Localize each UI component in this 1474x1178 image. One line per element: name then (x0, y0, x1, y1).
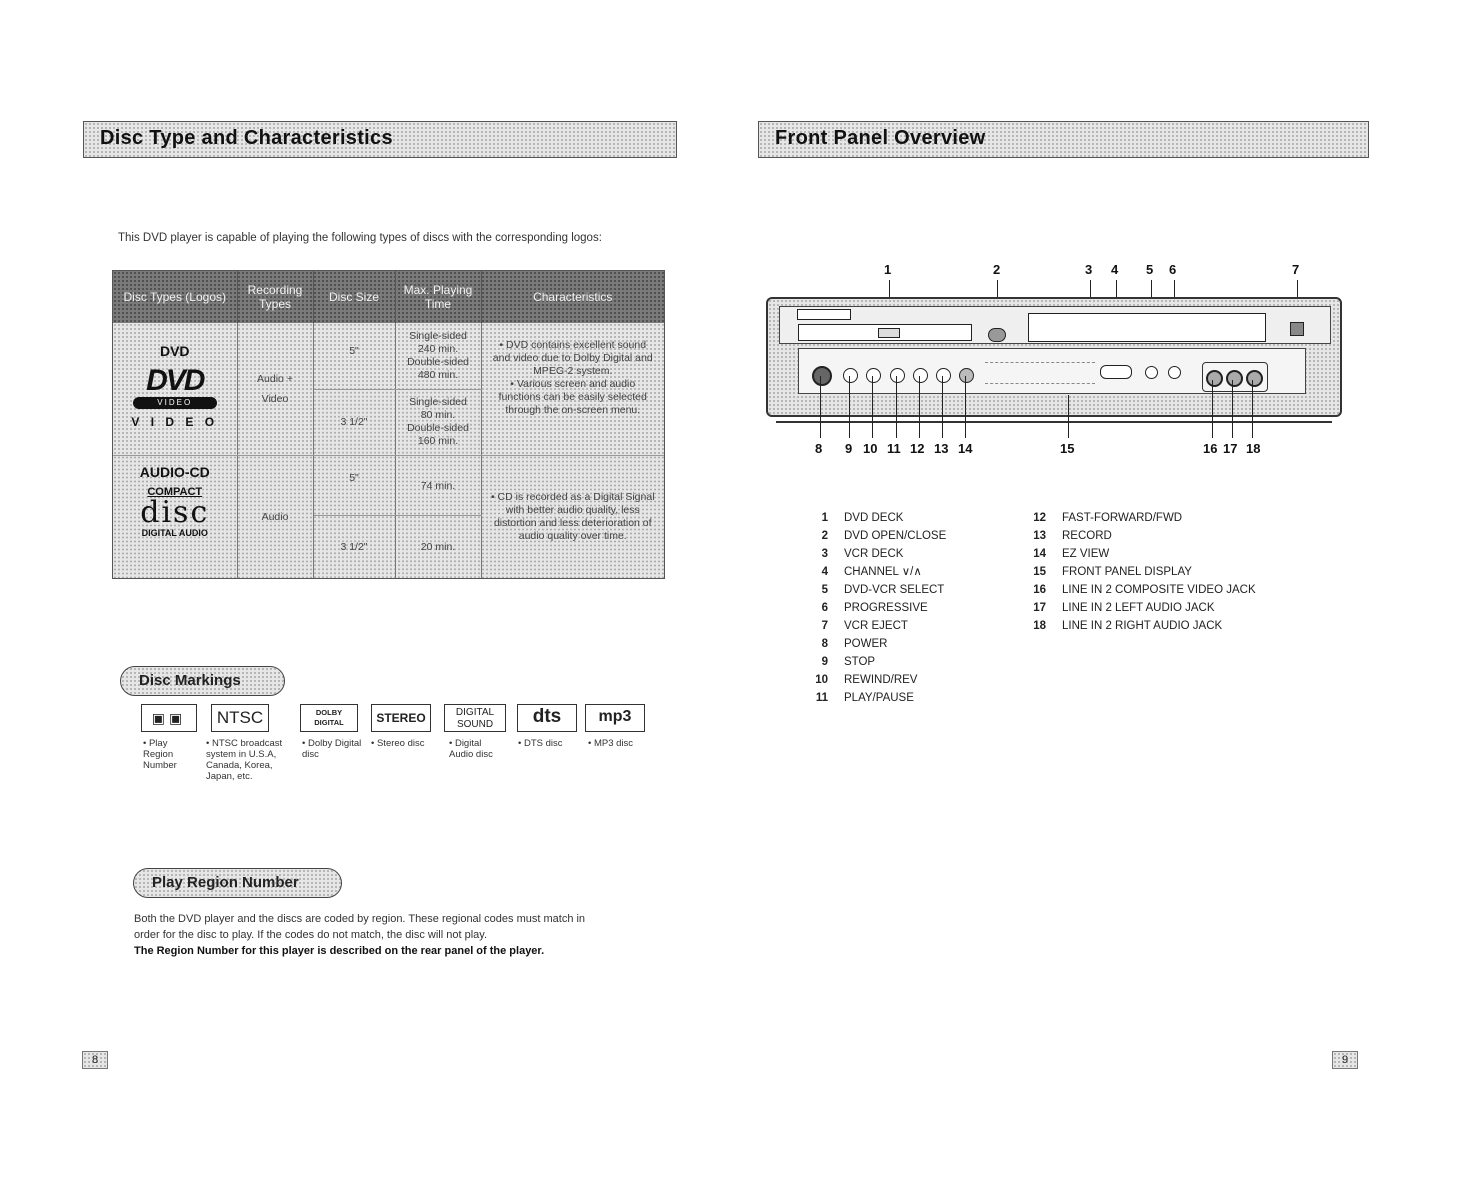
legend-label: LINE IN 2 LEFT AUDIO JACK (1062, 602, 1215, 614)
legend-label: FRONT PANEL DISPLAY (1062, 566, 1192, 578)
legend-label: DVD DECK (844, 512, 904, 524)
record-button[interactable] (936, 368, 951, 383)
callout-9: 9 (845, 441, 853, 456)
dvd-char-2: • Various screen and audio functions can be easily selected through the on-screen menu. (498, 378, 647, 416)
legend-num: 9 (821, 656, 828, 668)
digital-sound-logo: DIGITAL SOUND (444, 704, 506, 732)
fast-forward-button[interactable] (913, 368, 928, 383)
video-jack[interactable] (1206, 370, 1223, 387)
callout-8: 8 (815, 441, 823, 456)
callout-11: 11 (887, 441, 901, 456)
caption-region: • Play Region Number (143, 738, 177, 771)
callout-16: 16 (1203, 441, 1218, 456)
legend-num: 15 (1033, 566, 1046, 578)
dvd-char-1: • DVD contains excellent sound and video due to Dolby Digital and MPEG-2 system. (492, 339, 653, 377)
play-region-pill (133, 868, 342, 898)
leader-14 (965, 376, 966, 438)
leader-16 (1212, 380, 1213, 438)
legend-label: POWER (844, 638, 888, 650)
legend-label: DVD OPEN/CLOSE (844, 530, 947, 542)
legend-item (806, 545, 1026, 563)
leader-13 (942, 376, 943, 438)
header-disc-types: Disc Types (Logos) (113, 271, 237, 323)
dvd-size-3: 3 1/2" (313, 389, 395, 455)
caption-digital: • Digital Audio disc (449, 738, 493, 760)
legend-label: STOP (844, 656, 876, 668)
table-row-dvd (113, 323, 664, 389)
legend-label: VCR DECK (844, 548, 904, 560)
cd-recording: Audio (237, 456, 313, 579)
legend-item (806, 689, 1026, 707)
legend-label: DVD-VCR SELECT (844, 584, 945, 596)
vcr-eject-button[interactable] (1290, 322, 1304, 336)
dvd-time-3: Single-sided 80 min. Double-sided 160 min. (395, 389, 481, 455)
legend-item (1024, 599, 1324, 617)
page-number-left: 8 (82, 1051, 108, 1069)
legend-num: 7 (821, 620, 828, 632)
legend-num: 17 (1033, 602, 1046, 614)
legend-item (806, 599, 1026, 617)
mp3-logo: mp3 (585, 704, 645, 732)
open-close-button[interactable] (988, 328, 1006, 342)
legend-item (1024, 617, 1324, 635)
legend-label: PROGRESSIVE (844, 602, 928, 614)
header-disc-size: Disc Size (313, 271, 395, 323)
caption-mp3: • MP3 disc (588, 738, 634, 749)
legend-num: 6 (821, 602, 828, 614)
callout-5: 5 (1146, 262, 1154, 277)
ez-view-button[interactable] (959, 368, 974, 383)
callout-1: 1 (884, 262, 892, 277)
leader-8 (820, 376, 821, 438)
power-button[interactable] (812, 366, 832, 386)
legend-num: 14 (1033, 548, 1046, 560)
leader-15 (1068, 395, 1069, 438)
right-title-banner (758, 121, 1369, 158)
cd-logo-compact: COMPACT (147, 486, 203, 498)
legend-label: EZ VIEW (1062, 548, 1110, 560)
left-title-banner (83, 121, 677, 158)
dolby-digital-logo: DOLBY DIGITAL (300, 704, 358, 732)
stop-button[interactable] (843, 368, 858, 383)
legend-num: 5 (821, 584, 828, 596)
legend-item (806, 617, 1026, 635)
callout-14: 14 (958, 441, 973, 456)
right-title: Front Panel Overview (775, 127, 986, 149)
legend-item (806, 509, 1026, 527)
legend-item (806, 563, 1026, 581)
cd-logo-cell (113, 456, 237, 579)
disc-markings-title: Disc Markings (139, 672, 241, 689)
legend-item (1024, 527, 1324, 545)
cd-size-3: 3 1/2" (313, 516, 395, 578)
legend-num: 11 (815, 692, 828, 704)
cd-characteristics (481, 456, 664, 579)
leader-10 (872, 376, 873, 438)
legend-num: 16 (1033, 584, 1046, 596)
legend-label: PLAY/PAUSE (844, 692, 914, 704)
device-feet (776, 417, 1332, 423)
page-number-right: 9 (1332, 1051, 1358, 1069)
dvd-tray-display (878, 328, 900, 338)
rewind-button[interactable] (866, 368, 881, 383)
caption-stereo: • Stereo disc (371, 738, 425, 749)
dvd-characteristics (481, 323, 664, 456)
cd-time-3: 20 min. (395, 516, 481, 578)
right-audio-jack[interactable] (1246, 370, 1263, 387)
legend-label: FAST-FORWARD/FWD (1062, 512, 1183, 524)
callout-7: 7 (1292, 262, 1300, 277)
legend-item (1024, 509, 1324, 527)
callout-6: 6 (1169, 262, 1177, 277)
caption-ntsc: • NTSC broadcast system in U.S.A, Canada, Korea, Japan, etc. (206, 738, 283, 782)
dvd-logo-cell (113, 323, 237, 456)
legend-num: 8 (821, 638, 828, 650)
legend-item (806, 635, 1026, 653)
header-recording-types: Recording Types (237, 271, 313, 323)
cd-char-1: • CD is recorded as a Digital Signal with better audio quality, less distortion and less deterioration of audio quality over time. (490, 491, 655, 542)
region-body (134, 911, 594, 959)
disc-table-wrap (112, 270, 665, 579)
legend-item (1024, 581, 1324, 599)
play-pause-button[interactable] (890, 368, 905, 383)
legend-num: 3 (821, 548, 828, 560)
table-row-cd (113, 456, 664, 516)
legend-right (1024, 509, 1324, 635)
callout-13: 13 (934, 441, 949, 456)
disc-table (113, 271, 664, 578)
legend-item (806, 653, 1026, 671)
legend-num: 18 (1033, 620, 1046, 632)
leader-9 (849, 376, 850, 438)
dvd-logo-video: V I D E O (131, 415, 219, 429)
dvd-vcr-select-button[interactable] (1145, 366, 1158, 379)
front-display (985, 362, 1095, 384)
caption-dts: • DTS disc (518, 738, 563, 749)
stereo-logo: STEREO (371, 704, 431, 732)
disc-markings-pill (120, 666, 285, 696)
callout-2: 2 (993, 262, 1001, 277)
callout-18: 18 (1246, 441, 1261, 456)
callout-15: 15 (1060, 441, 1075, 456)
vcr-door (1028, 313, 1266, 342)
legend-label: VCR EJECT (844, 620, 908, 632)
left-title: Disc Type and Characteristics (100, 127, 393, 149)
channel-buttons[interactable] (1100, 365, 1132, 379)
legend-label: LINE IN 2 RIGHT AUDIO JACK (1062, 620, 1223, 632)
legend-num: 2 (821, 530, 828, 542)
cd-logo: disc (140, 495, 210, 530)
leader-17 (1232, 380, 1233, 438)
dvd-time-5: Single-sided 240 min. Double-sided 480 min. (395, 323, 481, 389)
play-region-title: Play Region Number (152, 874, 299, 891)
dvd-size-5: 5" (313, 323, 395, 389)
leader-18 (1252, 380, 1253, 438)
header-characteristics: Characteristics (533, 290, 613, 304)
callout-10: 10 (863, 441, 878, 456)
dts-logo: dts (517, 704, 577, 732)
cd-size-5: 5" (313, 456, 395, 516)
legend-num: 13 (1033, 530, 1046, 542)
legend-num: 1 (821, 512, 828, 524)
cd-time-5: 74 min. (395, 456, 481, 516)
callout-17: 17 (1223, 441, 1238, 456)
callout-4: 4 (1111, 262, 1119, 277)
cd-name: AUDIO-CD (139, 464, 210, 480)
legend-num: 4 (821, 566, 828, 578)
legend-label: REWIND/REV (844, 674, 918, 686)
dvd-recording: Audio + Video (237, 323, 313, 456)
dvd-logo-video-bar: VIDEO (133, 397, 217, 409)
legend-item (806, 527, 1026, 545)
brand-logo (797, 309, 851, 320)
callout-3: 3 (1085, 262, 1093, 277)
callout-12: 12 (910, 441, 925, 456)
leader-11 (896, 376, 897, 438)
ntsc-logo: NTSC (211, 704, 269, 732)
cd-logo-digital: DIGITAL AUDIO (141, 528, 208, 538)
legend-label: CHANNEL ∨/∧ (844, 566, 922, 578)
legend-item (1024, 545, 1324, 563)
region-body-text: Both the DVD player and the discs are coded by region. These regional codes must match in order for the disc to play. If the codes do not match, the disc will not play. (134, 913, 586, 941)
progressive-button[interactable] (1168, 366, 1181, 379)
intro-text: This DVD player is capable of playing the following types of discs with the corresponding logos: (118, 232, 602, 244)
region-body-bold: The Region Number for this player is described on the rear panel of the player. (134, 945, 545, 957)
legend-label: RECORD (1062, 530, 1112, 542)
header-max-playing-time: Max. Playing Time (395, 271, 481, 323)
legend-item (1024, 563, 1324, 581)
legend-left (806, 509, 1026, 707)
dvd-logo: DVD (146, 364, 204, 397)
legend-num: 10 (815, 674, 828, 686)
dvd-name: DVD (159, 343, 190, 359)
leader-12 (919, 376, 920, 438)
caption-dolby: • Dolby Digital disc (302, 738, 362, 760)
legend-item (806, 581, 1026, 599)
legend-item (806, 671, 1026, 689)
legend-num: 12 (1033, 512, 1046, 524)
legend-label: LINE IN 2 COMPOSITE VIDEO JACK (1062, 584, 1256, 596)
left-audio-jack[interactable] (1226, 370, 1243, 387)
region-number-logo: ▣▣ (141, 704, 197, 732)
